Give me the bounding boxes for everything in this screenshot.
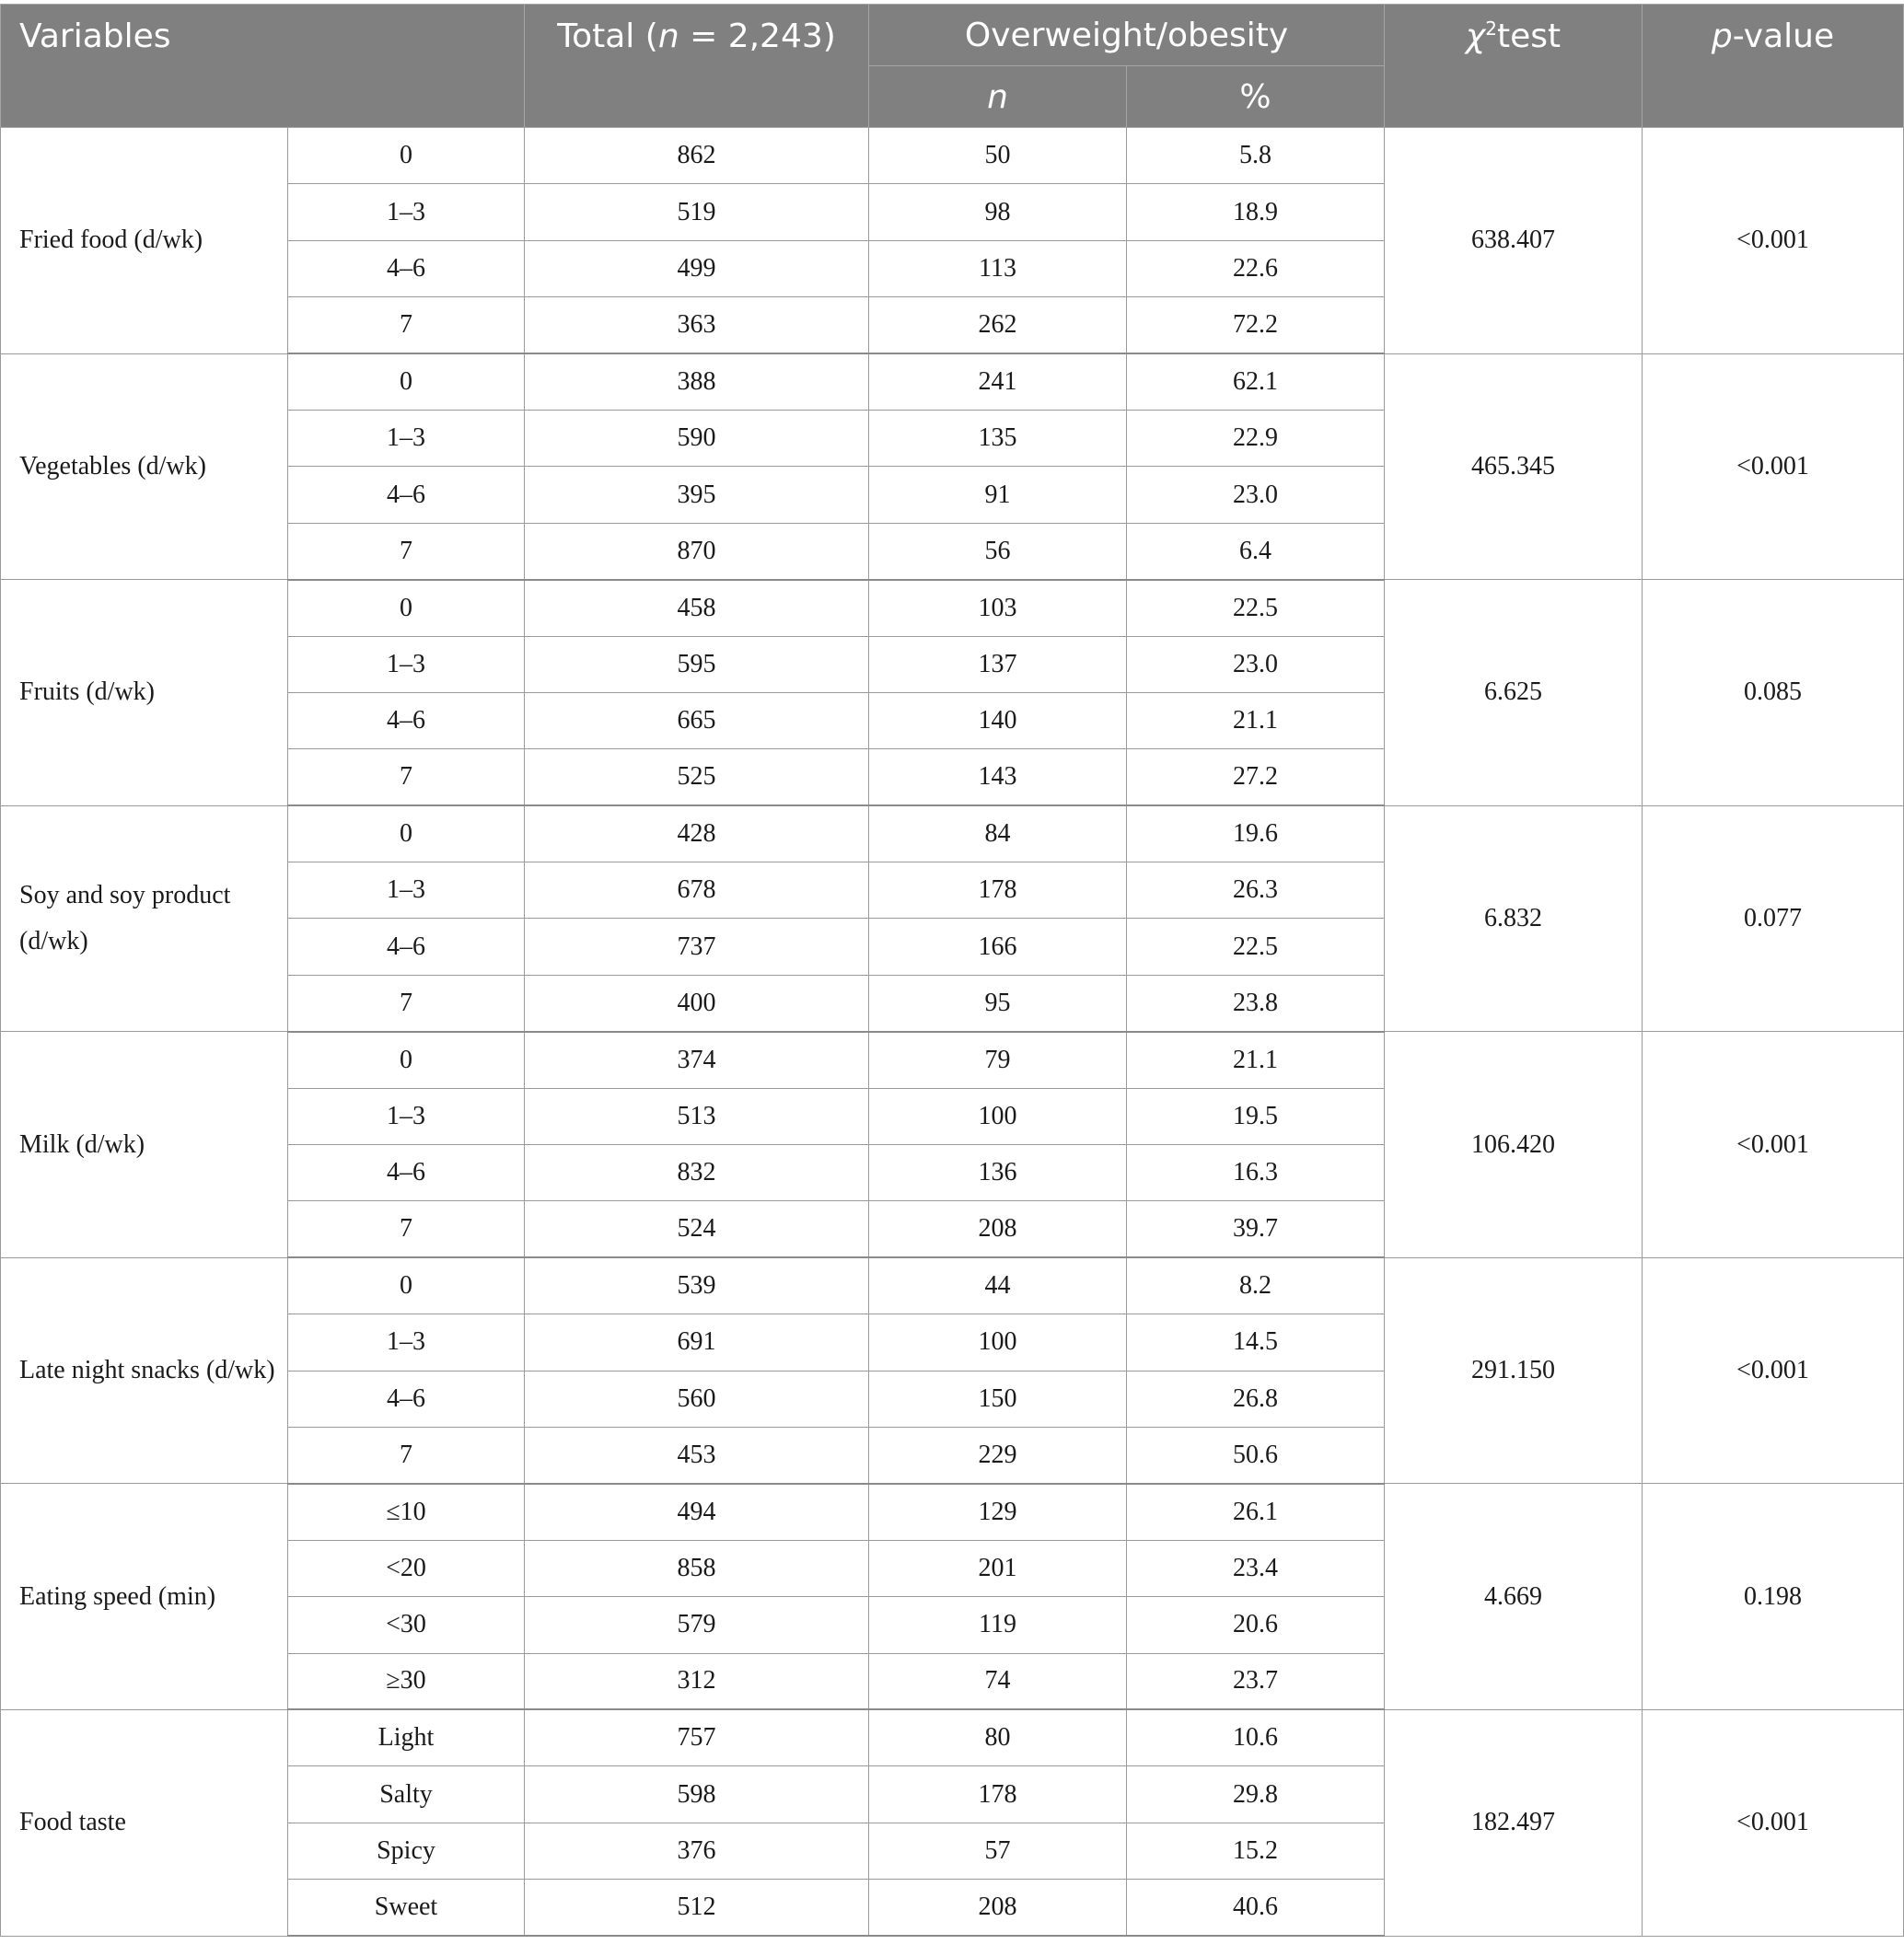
category-cell: 1–3 (288, 636, 525, 692)
overweight-pct-cell: 26.8 (1127, 1371, 1385, 1427)
header-total (525, 5, 869, 128)
overweight-pct-cell: 22.9 (1127, 410, 1385, 466)
chi-square-cell: 106.420 (1385, 1032, 1643, 1258)
table-row (1, 1709, 1904, 1765)
category-cell: 7 (288, 749, 525, 805)
overweight-n-cell: 229 (869, 1427, 1127, 1483)
overweight-n-cell: 57 (869, 1823, 1127, 1879)
chi-square-cell: 638.407 (1385, 128, 1643, 354)
overweight-pct-cell: 8.2 (1127, 1257, 1385, 1314)
p-value-cell: <0.001 (1643, 353, 1904, 580)
overweight-pct-cell: 23.8 (1127, 975, 1385, 1031)
p-value-cell: 0.198 (1643, 1484, 1904, 1710)
category-cell: Light (288, 1709, 525, 1765)
variable-name: Milk (d/wk) (1, 1032, 288, 1258)
table-row (1, 805, 1904, 862)
total-cell: 458 (525, 580, 869, 636)
table-row (1, 1257, 1904, 1314)
category-cell: ≤10 (288, 1484, 525, 1540)
overweight-pct-cell: 39.7 (1127, 1201, 1385, 1257)
category-cell: Salty (288, 1766, 525, 1823)
header-chi-square (1385, 5, 1643, 128)
overweight-n-cell: 50 (869, 128, 1127, 184)
total-cell: 579 (525, 1597, 869, 1653)
category-cell: 0 (288, 353, 525, 410)
overweight-n-cell: 208 (869, 1201, 1127, 1257)
total-cell: 737 (525, 919, 869, 975)
overweight-pct-cell: 6.4 (1127, 523, 1385, 579)
overweight-pct-cell: 26.3 (1127, 862, 1385, 919)
total-cell: 678 (525, 862, 869, 919)
total-cell: 312 (525, 1653, 869, 1709)
category-cell: 7 (288, 297, 525, 353)
header-percent: % (1127, 66, 1385, 128)
overweight-pct-cell: 20.6 (1127, 1597, 1385, 1653)
category-cell: Sweet (288, 1880, 525, 1936)
overweight-pct-cell: 21.1 (1127, 1032, 1385, 1088)
overweight-pct-cell: 23.0 (1127, 636, 1385, 692)
overweight-n-cell: 201 (869, 1540, 1127, 1596)
header-chi-symbol: χ (1465, 17, 1486, 55)
overweight-n-cell: 98 (869, 184, 1127, 240)
total-cell: 428 (525, 805, 869, 862)
category-cell: ≥30 (288, 1653, 525, 1709)
total-cell: 870 (525, 523, 869, 579)
total-cell: 512 (525, 1880, 869, 1936)
chi-square-cell: 4.669 (1385, 1484, 1643, 1710)
overweight-n-cell: 241 (869, 353, 1127, 410)
category-cell: 1–3 (288, 410, 525, 466)
total-cell: 525 (525, 749, 869, 805)
chi-square-cell: 6.625 (1385, 580, 1643, 806)
total-cell: 595 (525, 636, 869, 692)
total-cell: 832 (525, 1145, 869, 1201)
total-cell: 590 (525, 410, 869, 466)
p-value-cell: <0.001 (1643, 1032, 1904, 1258)
variable-name: Fried food (d/wk) (1, 128, 288, 354)
total-cell: 376 (525, 1823, 869, 1879)
overweight-n-cell: 100 (869, 1314, 1127, 1371)
overweight-pct-cell: 27.2 (1127, 749, 1385, 805)
p-value-cell: <0.001 (1643, 128, 1904, 354)
overweight-n-cell: 44 (869, 1257, 1127, 1314)
table-row (1, 353, 1904, 410)
overweight-pct-cell: 72.2 (1127, 297, 1385, 353)
variable-name: Late night snacks (d/wk) (1, 1257, 288, 1484)
header-total-n: n (657, 17, 679, 55)
category-cell: 0 (288, 1032, 525, 1088)
overweight-pct-cell: 22.6 (1127, 240, 1385, 296)
variable-name: Food taste (1, 1709, 288, 1936)
category-cell: <30 (288, 1597, 525, 1653)
overweight-pct-cell: 19.5 (1127, 1088, 1385, 1144)
variable-name: Eating speed (min) (1, 1484, 288, 1710)
total-cell: 395 (525, 467, 869, 523)
overweight-n-cell: 262 (869, 297, 1127, 353)
chi-square-cell: 291.150 (1385, 1257, 1643, 1484)
overweight-n-cell: 129 (869, 1484, 1127, 1540)
category-cell: 7 (288, 523, 525, 579)
total-cell: 499 (525, 240, 869, 296)
category-cell: 4–6 (288, 692, 525, 748)
p-value-cell: <0.001 (1643, 1709, 1904, 1936)
chi-square-cell: 6.832 (1385, 805, 1643, 1032)
category-cell: 4–6 (288, 467, 525, 523)
category-cell: 4–6 (288, 1145, 525, 1201)
header-variables: Variables (1, 5, 525, 128)
overweight-n-cell: 143 (869, 749, 1127, 805)
table-row (1, 580, 1904, 636)
header-n (869, 66, 1127, 128)
header-p-suffix: -value (1732, 17, 1835, 55)
category-cell: 1–3 (288, 1314, 525, 1371)
overweight-n-cell: 136 (869, 1145, 1127, 1201)
overweight-n-cell: 166 (869, 919, 1127, 975)
overweight-pct-cell: 5.8 (1127, 128, 1385, 184)
total-cell: 400 (525, 975, 869, 1031)
overweight-pct-cell: 18.9 (1127, 184, 1385, 240)
total-cell: 388 (525, 353, 869, 410)
overweight-pct-cell: 22.5 (1127, 919, 1385, 975)
overweight-pct-cell: 40.6 (1127, 1880, 1385, 1936)
overweight-pct-cell: 14.5 (1127, 1314, 1385, 1371)
overweight-pct-cell: 23.0 (1127, 467, 1385, 523)
variable-name: Soy and soy product (d/wk) (1, 805, 288, 1032)
header-chi-suffix: test (1496, 17, 1562, 55)
overweight-n-cell: 79 (869, 1032, 1127, 1088)
table-row (1, 1484, 1904, 1540)
table-row (1, 1032, 1904, 1088)
total-cell: 453 (525, 1427, 869, 1483)
category-cell: 0 (288, 805, 525, 862)
data-table (0, 4, 1904, 1937)
overweight-pct-cell: 23.7 (1127, 1653, 1385, 1709)
category-cell: 0 (288, 1257, 525, 1314)
category-cell: 4–6 (288, 240, 525, 296)
category-cell: Spicy (288, 1823, 525, 1879)
overweight-pct-cell: 29.8 (1127, 1766, 1385, 1823)
chi-square-cell: 465.345 (1385, 353, 1643, 580)
header-n-label: n (987, 77, 1008, 116)
total-cell: 665 (525, 692, 869, 748)
overweight-pct-cell: 26.1 (1127, 1484, 1385, 1540)
variable-name: Vegetables (d/wk) (1, 353, 288, 580)
total-cell: 374 (525, 1032, 869, 1088)
overweight-n-cell: 56 (869, 523, 1127, 579)
category-cell: 7 (288, 1427, 525, 1483)
overweight-n-cell: 103 (869, 580, 1127, 636)
header-total-suffix: = 2,243) (679, 17, 836, 55)
total-cell: 524 (525, 1201, 869, 1257)
overweight-n-cell: 137 (869, 636, 1127, 692)
overweight-n-cell: 74 (869, 1653, 1127, 1709)
total-cell: 858 (525, 1540, 869, 1596)
total-cell: 757 (525, 1709, 869, 1765)
total-cell: 519 (525, 184, 869, 240)
overweight-pct-cell: 10.6 (1127, 1709, 1385, 1765)
overweight-n-cell: 91 (869, 467, 1127, 523)
category-cell: 4–6 (288, 919, 525, 975)
total-cell: 363 (525, 297, 869, 353)
overweight-pct-cell: 16.3 (1127, 1145, 1385, 1201)
overweight-n-cell: 119 (869, 1597, 1127, 1653)
category-cell: 1–3 (288, 1088, 525, 1144)
overweight-n-cell: 80 (869, 1709, 1127, 1765)
overweight-pct-cell: 15.2 (1127, 1823, 1385, 1879)
category-cell: 7 (288, 975, 525, 1031)
table-header (1, 5, 1904, 128)
overweight-pct-cell: 50.6 (1127, 1427, 1385, 1483)
total-cell: 513 (525, 1088, 869, 1144)
overweight-n-cell: 95 (869, 975, 1127, 1031)
overweight-n-cell: 208 (869, 1880, 1127, 1936)
overweight-pct-cell: 23.4 (1127, 1540, 1385, 1596)
category-cell: 0 (288, 580, 525, 636)
total-cell: 494 (525, 1484, 869, 1540)
total-cell: 539 (525, 1257, 869, 1314)
category-cell: <20 (288, 1540, 525, 1596)
total-cell: 560 (525, 1371, 869, 1427)
table-row (1, 128, 1904, 184)
overweight-n-cell: 100 (869, 1088, 1127, 1144)
total-cell: 862 (525, 128, 869, 184)
header-chi-sup: 2 (1485, 17, 1497, 40)
overweight-n-cell: 178 (869, 1766, 1127, 1823)
variable-name: Fruits (d/wk) (1, 580, 288, 806)
overweight-n-cell: 135 (869, 410, 1127, 466)
overweight-pct-cell: 19.6 (1127, 805, 1385, 862)
header-overweight: Overweight/obesity (869, 5, 1385, 66)
chi-square-cell: 182.497 (1385, 1709, 1643, 1936)
category-cell: 1–3 (288, 184, 525, 240)
overweight-pct-cell: 21.1 (1127, 692, 1385, 748)
category-cell: 0 (288, 128, 525, 184)
category-cell: 7 (288, 1201, 525, 1257)
table-body (1, 128, 1904, 1937)
total-cell: 691 (525, 1314, 869, 1371)
overweight-pct-cell: 62.1 (1127, 353, 1385, 410)
overweight-n-cell: 150 (869, 1371, 1127, 1427)
p-value-cell: <0.001 (1643, 1257, 1904, 1484)
header-p-italic: p (1711, 17, 1733, 55)
overweight-n-cell: 84 (869, 805, 1127, 862)
header-total-prefix: Total ( (557, 17, 658, 55)
header-p-value (1643, 5, 1904, 128)
p-value-cell: 0.077 (1643, 805, 1904, 1032)
category-cell: 4–6 (288, 1371, 525, 1427)
category-cell: 1–3 (288, 862, 525, 919)
overweight-pct-cell: 22.5 (1127, 580, 1385, 636)
overweight-n-cell: 178 (869, 862, 1127, 919)
p-value-cell: 0.085 (1643, 580, 1904, 806)
total-cell: 598 (525, 1766, 869, 1823)
overweight-n-cell: 140 (869, 692, 1127, 748)
overweight-n-cell: 113 (869, 240, 1127, 296)
